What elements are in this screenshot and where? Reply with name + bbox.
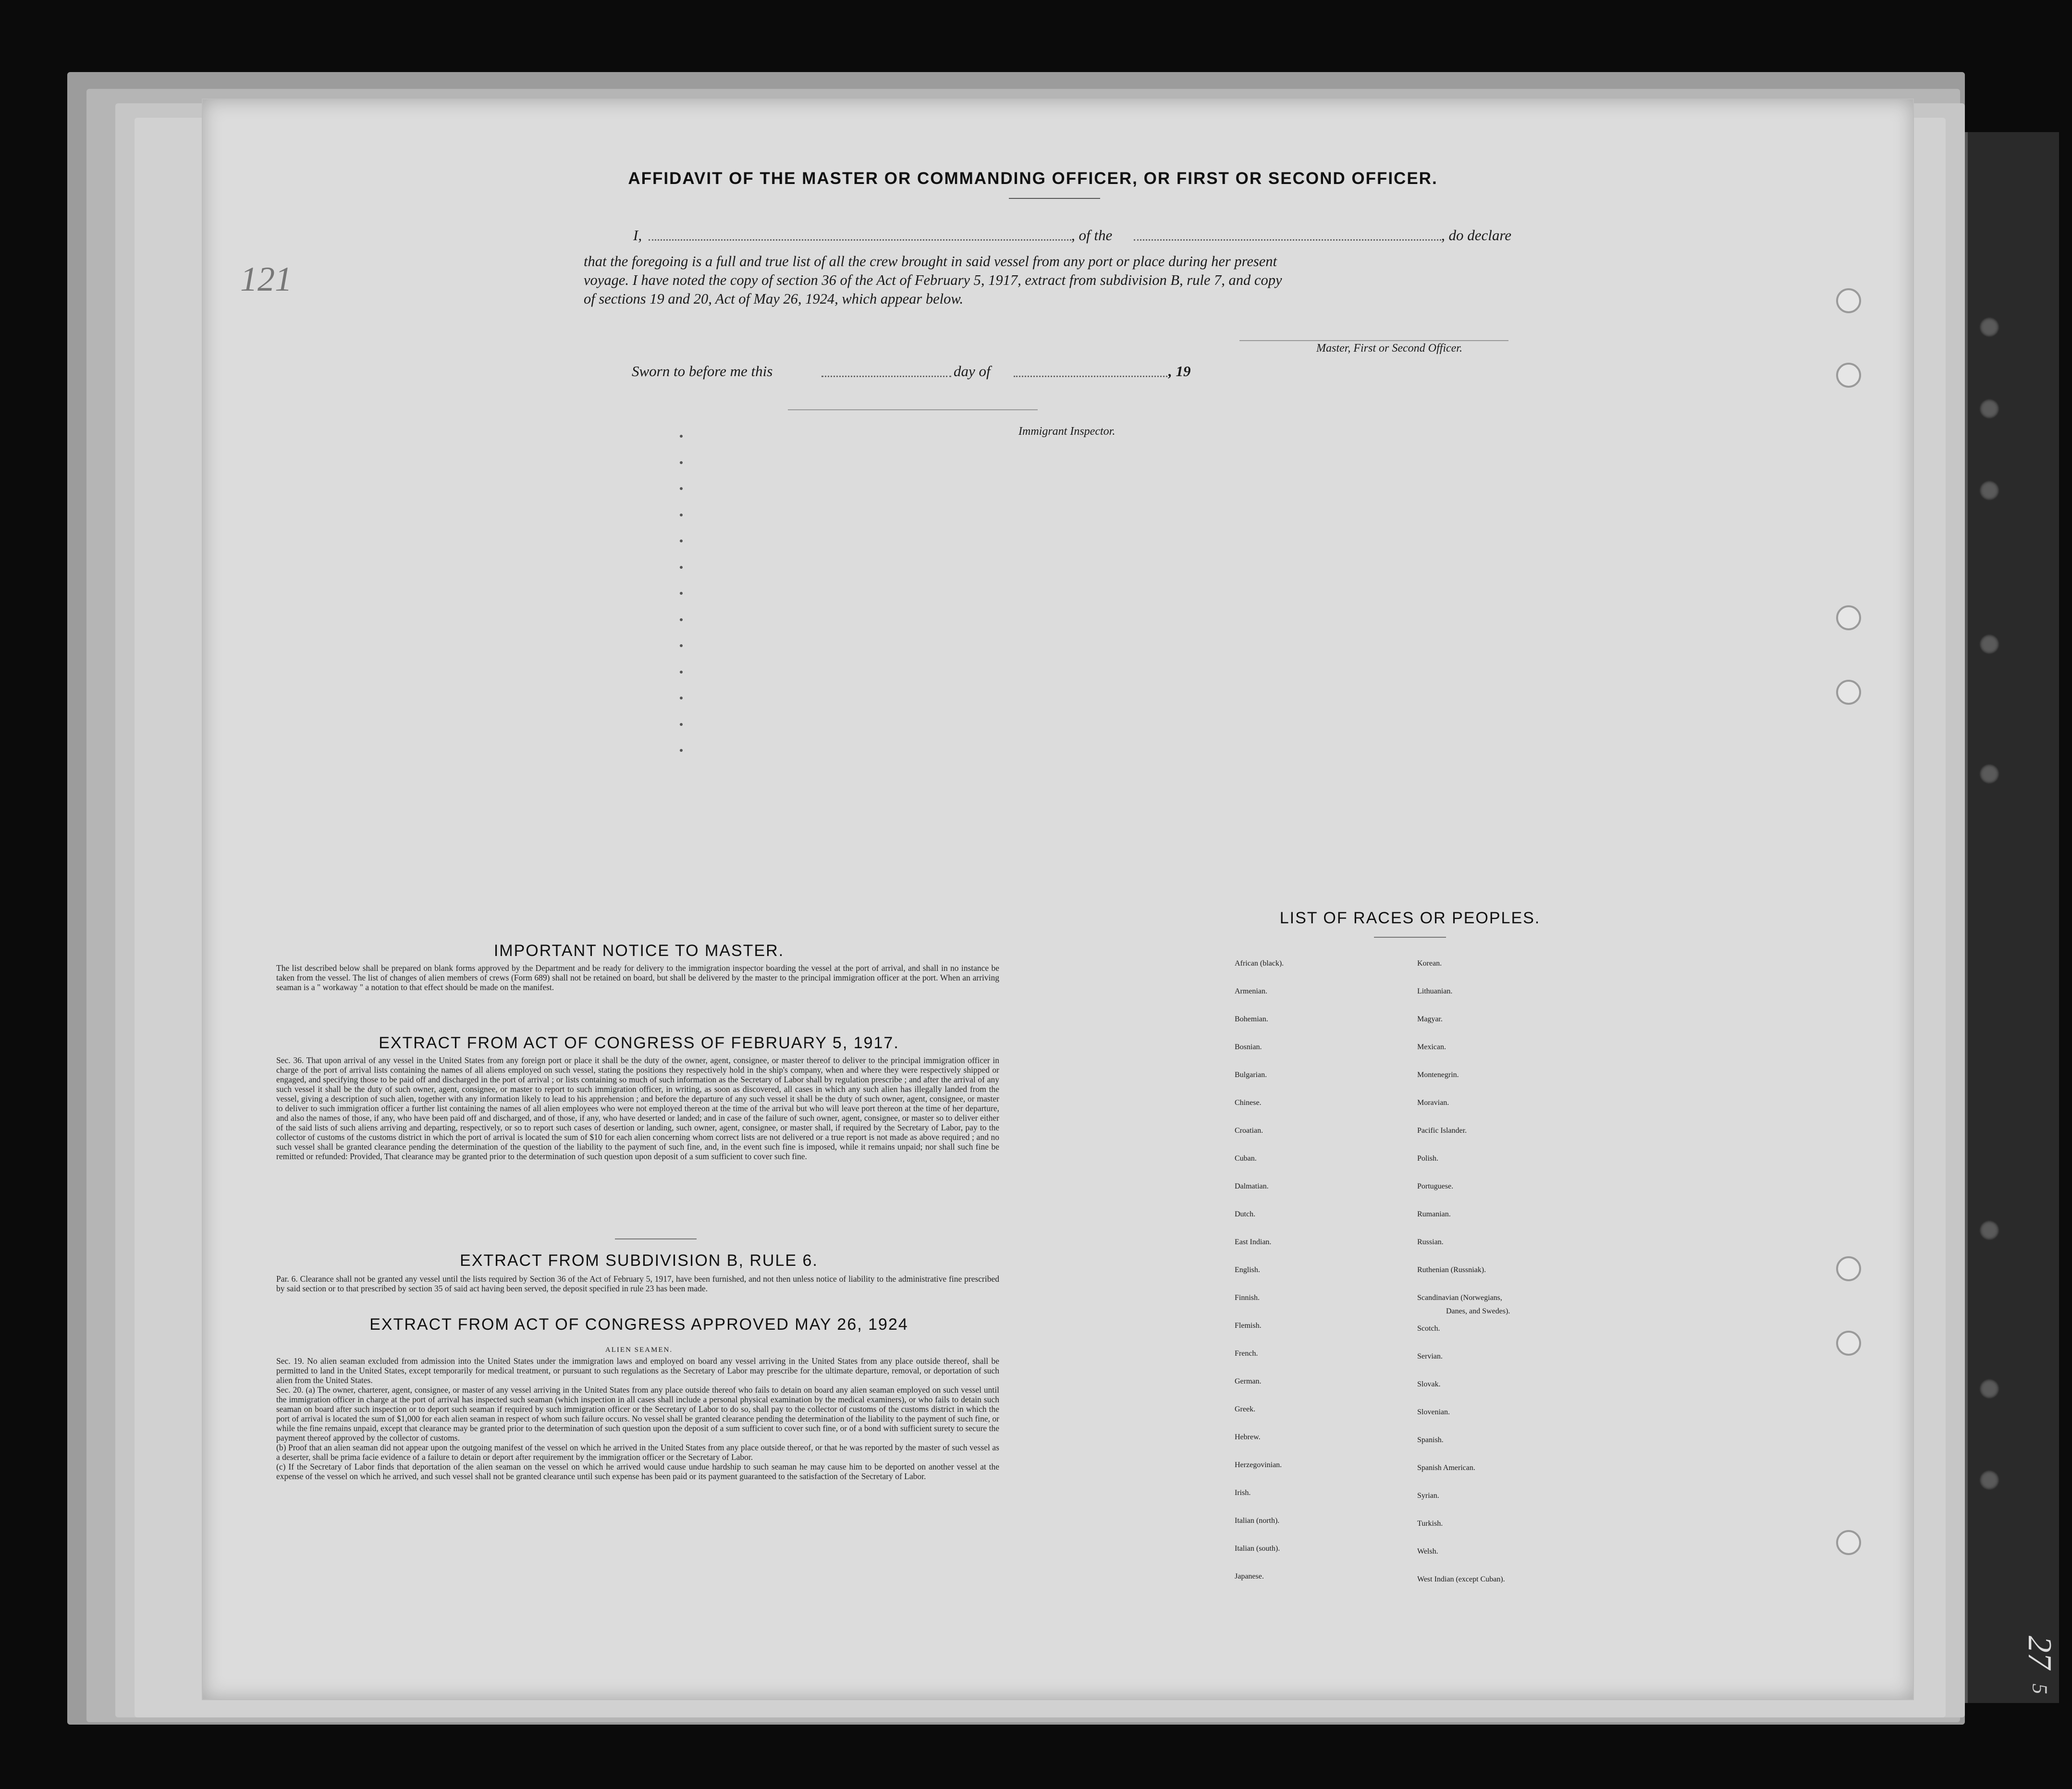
extract-1917-text: Sec. 36. That upon arrival of any vessel in the United States from any foreign port or place it shall be the duty of the owner, agent, consignee, or master thereof to deliver to the principal immigration officer in charge of the port of arrival lists containing the names of all aliens employed on such vessel, stating the positions they respectively hold in the ship's company, when and where they were respectively shipped or engaged, and specifying those to be paid off and discharged in the port of arrival ; or lists containing so much of such information as the Secretary of Labor shall by regulation prescribe ; and after the arrival of any such vessel it shall be the duty of such owner, agent, consignee, or master to report to such immigration officer, in writing, as soon as discovered, all cases in which any such alien has illegally landed from the vessel, giving a description of such alien, together with any information likely to lead to his apprehension ; and before the departure of any such vessel it shall be the duty of such owner, agent, consignee, or master to deliver to such immigration officer a further list containing the names of all alien employees who were not employed thereon at the time of the arrival but who will leave port thereon at the time of her departure, and also the names of those, if any, who have been paid off and discharged, and of those, if any, who have deserted or landed; and in case of the failure of such owner, agent, consignee, or master so to deliver either of the said lists of such aliens arriving and departing, respectively, or so to report such cases of desertion or landing, such owner, agent, consignee, or master shall, if required by the Secretary of Labor, pay to the collector of customs of the customs district in which the port of arrival is located the sum of $10 for each alien concerning whom correct lists are not delivered or a true report is not made as above required ; and no such vessel shall be granted clearance pending the determination of the question of the liability to the payment of such fine, and, in the event such fine is imposed, while it remains unpaid; nor shall such fine be remitted or refunded: Provided, That clearance may be granted prior to the determination of such question upon deposit of a sum sufficient to cover such fine. xyxy=(276,1055,999,1161)
race-item: Greek. xyxy=(1235,1405,1256,1413)
column-dot xyxy=(680,618,683,621)
affidavit-text-line2: voyage. I have noted the copy of section 36 of the Act of February 5, 1917, extract from subdivision B, rule 7, and copy xyxy=(584,272,1282,288)
column-dot xyxy=(680,539,683,542)
race-item: Magyar. xyxy=(1417,1015,1443,1023)
race-item: Hebrew. xyxy=(1235,1433,1261,1441)
extract-1917-title: EXTRACT FROM ACT OF CONGRESS OF FEBRUARY 5, 1917. xyxy=(379,1034,899,1052)
race-item: Spanish. xyxy=(1417,1436,1444,1444)
race-item: East Indian. xyxy=(1235,1238,1272,1246)
race-item: Dalmatian. xyxy=(1235,1182,1269,1190)
column-dot xyxy=(680,435,683,438)
corner-handwritten-sub: 5 xyxy=(2028,1683,2052,1694)
sec20c-text: (c) If the Secretary of Labor finds that deportation of the alien seaman on the vessel on which he arrived would cause undue hardship to such seaman he may cause him to be deported on another vessel at the expense of the vessel on which he arrived, and such vessel shall not be granted clearance until such expense has been paid or its payment guaranteed to the satisfaction of the Secretary of Labor. xyxy=(276,1462,999,1481)
extract-1924-title: EXTRACT FROM ACT OF CONGRESS APPROVED MAY 26, 1924 xyxy=(369,1315,908,1334)
race-item: Spanish American. xyxy=(1417,1464,1475,1472)
title-rule xyxy=(1009,198,1100,199)
column-dot xyxy=(680,697,683,699)
sec20a-text: Sec. 20. (a) The owner, charterer, agent, consignee, or master of any vessel arriving in the United States from any place outside thereof who fails to detain on board any alien seaman employed on such vessel until the immigration officer in charge at the port of arrival has inspected such seaman (which inspection in all cases shall include a personal physical examination by the medical examiners), or who fails to detain such seaman on board after such inspection or to deport such seaman if required by such immigration officer or the Secretary of Labor to do so, shall pay to the collector of customs of the customs district in which the port of arrival is located the sum of $1,000 for each alien seaman in respect of whom such failure occurs. No vessel shall be granted clearance pending the determination of the liability to the payment of such fine, or while the fine remains unpaid, except that clearance may be granted prior to the determination of such question upon the deposit of a sum sufficient to cover such fine, or of a bond with sufficient surety to secure the payment thereof approved by the collector of customs. xyxy=(276,1385,999,1443)
race-item: Montenegrin. xyxy=(1417,1071,1459,1079)
race-item: Italian (south). xyxy=(1235,1544,1280,1553)
affidavit-do-declare-label: , do declare xyxy=(1441,227,1512,244)
race-item: Bohemian. xyxy=(1235,1015,1268,1023)
race-item: Turkish. xyxy=(1417,1519,1443,1528)
race-item: African (black). xyxy=(1235,959,1284,968)
race-item: Italian (north). xyxy=(1235,1517,1280,1525)
race-item: Croatian. xyxy=(1235,1127,1263,1135)
affidavit-text-line1: that the foregoing is a full and true list of all the crew brought in said vessel from any port or place during her present xyxy=(584,253,1277,270)
column-dot xyxy=(680,723,683,726)
column-dot xyxy=(680,749,683,752)
binder-hole xyxy=(1979,634,1999,654)
race-item: Slovenian. xyxy=(1417,1408,1450,1416)
affidavit-text-line3: of sections 19 and 20, Act of May 26, 1924, which appear below. xyxy=(584,291,964,307)
race-item: Mexican. xyxy=(1417,1043,1446,1051)
race-item: Dutch. xyxy=(1235,1210,1256,1218)
binder-hole xyxy=(1979,317,1999,337)
race-item: Rumanian. xyxy=(1417,1210,1451,1218)
sworn-label: Sworn to before me this xyxy=(632,363,773,380)
race-item: Polish. xyxy=(1417,1154,1439,1163)
day-of-label: day of xyxy=(954,363,991,380)
race-item: Syrian. xyxy=(1417,1492,1439,1500)
notice-body-text: The list described below shall be prepared on blank forms approved by the Department and be ready for delivery to the immigration inspector boarding the vessel at the port of arrival, and shall in no instance be taken from the vessel. The list of changes of alien members of crews (Form 689) shall not be retained on board, but shall be delivered by the master to the principal immigration officer at the port. When an arriving seaman is a " workaway " a notation to that effect should be made on the manifest. xyxy=(276,963,999,992)
column-dot xyxy=(680,644,683,647)
race-item: Japanese. xyxy=(1235,1572,1264,1581)
column-dot xyxy=(680,487,683,490)
race-item: Russian. xyxy=(1417,1238,1444,1246)
punch-hole xyxy=(1836,1331,1861,1356)
race-item: English. xyxy=(1235,1266,1260,1274)
race-item: Cuban. xyxy=(1235,1154,1257,1163)
extract-rule6-text: Par. 6. Clearance shall not be granted any vessel until the lists required by Section 36 of the Act of February 5, 1917, have been furnished, and not then unless notice of liability to the administrative fine prescribed by said section or to that prescribed by section 35 of said act having been served, the deposit specified in rule 23 has been made. xyxy=(276,1274,999,1293)
column-dot xyxy=(680,566,683,569)
race-item: Chinese. xyxy=(1235,1099,1262,1107)
extract-rule6-title: EXTRACT FROM SUBDIVISION B, RULE 6. xyxy=(460,1251,818,1270)
extract-1917-body xyxy=(276,1055,999,1161)
race-item: Korean. xyxy=(1417,959,1442,968)
race-item: Bulgarian. xyxy=(1235,1071,1267,1079)
race-item: French. xyxy=(1235,1349,1258,1358)
race-item: Slovak. xyxy=(1417,1380,1441,1388)
affidavit-title: AFFIDAVIT OF THE MASTER OR COMMANDING OFFICER, OR FIRST OR SECOND OFFICER. xyxy=(628,169,1438,188)
notice-title: IMPORTANT NOTICE TO MASTER. xyxy=(493,942,785,960)
inspector-label: Immigrant Inspector. xyxy=(1018,425,1116,438)
punch-hole xyxy=(1836,1530,1861,1555)
race-item: Danes, and Swedes). xyxy=(1446,1307,1510,1315)
race-item: West Indian (except Cuban). xyxy=(1417,1575,1505,1583)
race-item: Herzegovinian. xyxy=(1235,1461,1282,1469)
month-field-line xyxy=(1014,376,1167,377)
sec20b-text: (b) Proof that an alien seaman did not appear upon the outgoing manifest of the vessel on which he arrived in the United States from any place outside thereof, or that he was reported by the master of such vessel as a deserter, shall be prima facie evidence of a failure to detain or deport after requirement by the immigration officer or the Secretary of Labor. xyxy=(276,1443,999,1462)
year-label: , 19 xyxy=(1168,363,1191,380)
binder-hole xyxy=(1979,1379,1999,1399)
punch-hole xyxy=(1836,363,1861,388)
binder-hole xyxy=(1979,1470,1999,1490)
column-dot xyxy=(680,461,683,464)
name-field-line xyxy=(649,239,1071,241)
binder-hole xyxy=(1979,399,1999,419)
extract-rule6-body xyxy=(276,1274,999,1293)
column-dot xyxy=(680,671,683,674)
race-item: Flemish. xyxy=(1235,1322,1262,1330)
column-dot xyxy=(680,514,683,516)
punch-hole xyxy=(1836,288,1861,313)
race-item: German. xyxy=(1235,1377,1262,1385)
column-dot xyxy=(680,592,683,595)
race-item: Armenian. xyxy=(1235,987,1267,995)
race-item: Portuguese. xyxy=(1417,1182,1454,1190)
margin-handwritten-number: 121 xyxy=(240,260,292,298)
race-item: Scandinavian (Norwegians, xyxy=(1417,1294,1502,1302)
sec19-text: Sec. 19. No alien seaman excluded from admission into the United States under the immigration laws and employed on board any vessel arriving in the United States from any place outside thereof, shall be permitted to land in the United States, except temporarily for medical treatment, or pursuant to such regulations as the Secretary of Labor may prescribe for the ultimate departure, removal, or deportation of such alien from the United States. xyxy=(276,1356,999,1385)
inspector-signature-line xyxy=(788,409,1038,410)
race-item: Moravian. xyxy=(1417,1099,1449,1107)
vessel-field-line xyxy=(1134,239,1441,241)
race-item: Pacific Islander. xyxy=(1417,1127,1467,1135)
races-title: LIST OF RACES OR PEOPLES. xyxy=(1279,909,1541,927)
punch-hole xyxy=(1836,680,1861,705)
races-title-rule xyxy=(1374,937,1446,938)
binder-hole xyxy=(1979,764,1999,784)
day-field-line xyxy=(821,376,951,377)
master-signature-line xyxy=(1239,340,1508,341)
race-item: Lithuanian. xyxy=(1417,987,1453,995)
binder-hole xyxy=(1979,480,1999,501)
corner-handwritten-number: 27 xyxy=(2021,1636,2058,1669)
race-item: Ruthenian (Russniak). xyxy=(1417,1266,1486,1274)
race-item: Servian. xyxy=(1417,1352,1443,1360)
binder-hole xyxy=(1979,1220,1999,1240)
race-item: Irish. xyxy=(1235,1489,1251,1497)
punch-hole xyxy=(1836,1256,1861,1281)
race-item: Scotch. xyxy=(1417,1324,1440,1333)
race-item: Finnish. xyxy=(1235,1294,1260,1302)
extract-1924-body xyxy=(276,1356,999,1481)
punch-hole xyxy=(1836,605,1861,630)
notice-body xyxy=(276,963,999,992)
extract-1924-subtitle: ALIEN SEAMEN. xyxy=(605,1346,673,1354)
race-item: Bosnian. xyxy=(1235,1043,1262,1051)
affidavit-of-the-label: , of the xyxy=(1071,227,1113,244)
affidavit-i-label: I, xyxy=(633,227,642,244)
binder-strip xyxy=(1965,132,2059,1703)
master-label: Master, First or Second Officer. xyxy=(1316,342,1462,355)
race-item: Welsh. xyxy=(1417,1547,1438,1556)
section-rule xyxy=(615,1238,697,1239)
